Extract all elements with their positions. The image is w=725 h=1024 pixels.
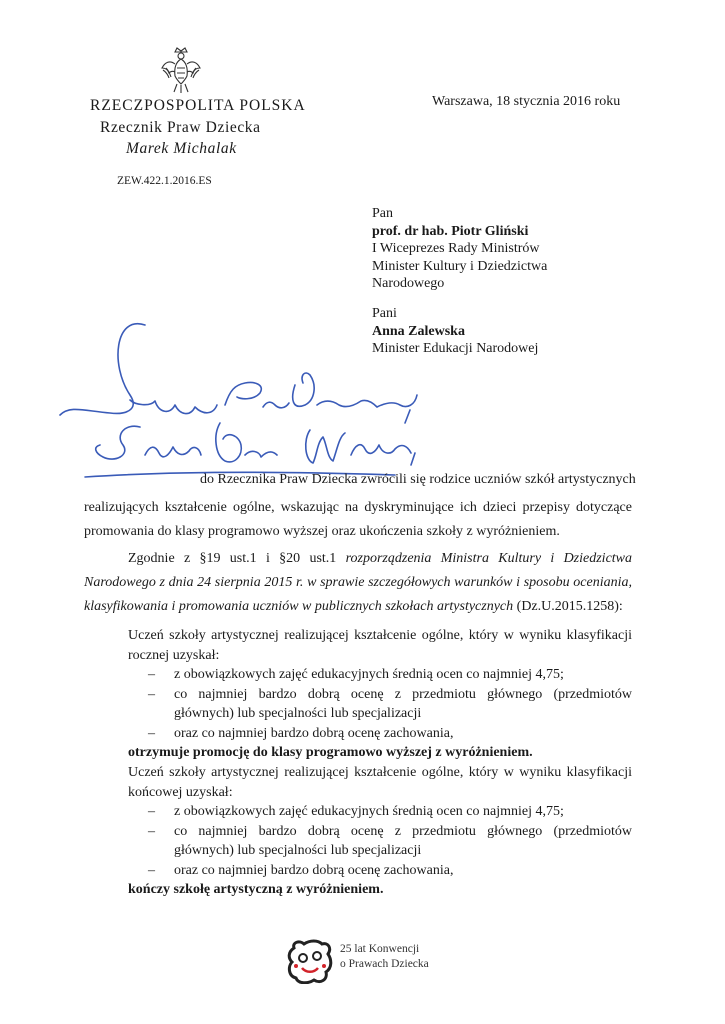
polish-eagle-emblem-icon xyxy=(160,46,202,94)
list-item-text: co najmniej bardzo dobrą ocenę z przedmiotu głównego (przedmiotów głównych) lub specjalności lub specjalizacji xyxy=(174,823,632,858)
list-item-text: co najmniej bardzo dobrą ocenę z przedmiotu głównego (przedmiotów głównych) lub specjalności lub specjalizacji xyxy=(174,686,632,721)
rule-intro: Uczeń szkoły artystycznej realizującej kształcenie ogólne, który w wyniku klasyfikacji rocznej uzyskał: xyxy=(128,628,632,663)
list-dash: – xyxy=(148,804,155,819)
list-dash: – xyxy=(148,667,155,682)
journal-citation: (Dz.U.2015.1258): xyxy=(516,599,623,614)
recipient-role: Narodowego xyxy=(372,276,445,291)
recipient-name: prof. dr hab. Piotr Gliński xyxy=(372,223,529,239)
convention-anniversary-logo-icon xyxy=(286,938,334,984)
list-dash: – xyxy=(148,686,155,702)
paragraph-2-lead: Zgodnie z §19 ust.1 i §20 ust.1 xyxy=(128,551,337,566)
rule-block-annual xyxy=(128,626,632,763)
recipient-role: Minister Kultury i Dziedzictwa xyxy=(372,258,548,274)
recipient-name: Anna Zalewska xyxy=(372,323,465,339)
recipient-salutation: Pani xyxy=(372,306,397,321)
list-item-text: z obowiązkowych zajęć edukacyjnych średnią ocen co najmniej 4,75; xyxy=(174,667,564,682)
list-item-text: oraz co najmniej bardzo dobrą ocenę zachowania, xyxy=(174,862,454,878)
recipient-salutation: Pan xyxy=(372,206,393,221)
footer-line-2: o Prawach Dziecka xyxy=(340,958,429,970)
list-item xyxy=(128,724,632,744)
list-item xyxy=(128,861,632,881)
footer-tagline xyxy=(340,942,429,972)
list-item xyxy=(128,822,632,861)
list-item xyxy=(128,685,632,724)
list-dash: – xyxy=(148,823,155,839)
list-item xyxy=(128,802,632,822)
handwritten-greeting xyxy=(55,305,425,480)
paragraph-2 xyxy=(84,547,632,619)
list-dash: – xyxy=(148,725,155,741)
organization-name: RZECZPOSPOLITA POLSKA xyxy=(90,97,306,114)
regulation-title: rozporządzenia Ministra Kultury i Dziedzictwa Narodowego z dnia 24 sierpnia 2015 r. w sprawie szczegółowych warunków i sposobu oceniania, klasyfikowania i promowania uczniów w publicznych szkołach artystycznych xyxy=(84,551,633,614)
list-item-text: z obowiązkowych zajęć edukacyjnych średnią ocen co najmniej 4,75; xyxy=(174,804,564,819)
list-item-text: oraz co najmniej bardzo dobrą ocenę zachowania, xyxy=(174,725,454,741)
rule-result: otrzymuje promocję do klasy programowo wyższej z wyróżnieniem. xyxy=(128,745,533,760)
rule-intro: Uczeń szkoły artystycznej realizującej kształcenie ogólne, który w wyniku klasyfikacji końcowej uzyskał: xyxy=(128,765,632,800)
office-holder-name: Marek Michalak xyxy=(126,140,237,157)
list-dash: – xyxy=(148,862,155,878)
paragraph-1: realizujących kształcenie ogólne, wskazując na dyskryminujące ich dzieci przepisy dotyczące promowania do klasy programowo wyższej oraz ukończenia szkoły z wyróżnieniem. xyxy=(84,500,632,539)
reference-number: ZEW.422.1.2016.ES xyxy=(117,175,212,187)
list-item xyxy=(128,665,632,685)
recipient-role: Minister Edukacji Narodowej xyxy=(372,341,539,356)
recipient-address-1 xyxy=(372,205,547,293)
rule-block-final xyxy=(128,763,632,900)
paragraph-1-first-line: do Rzecznika Praw Dziecka zwrócili się rodzice uczniów szkół artystycznych xyxy=(200,472,636,487)
footer-line-1: 25 lat Konwencji xyxy=(340,943,420,955)
recipient-role: I Wiceprezes Rady Ministrów xyxy=(372,241,540,256)
place-and-date: Warszawa, 18 stycznia 2016 roku xyxy=(432,94,621,109)
rule-result: kończy szkołę artystyczną z wyróżnieniem. xyxy=(128,882,384,897)
office-name: Rzecznik Praw Dziecka xyxy=(100,119,261,136)
